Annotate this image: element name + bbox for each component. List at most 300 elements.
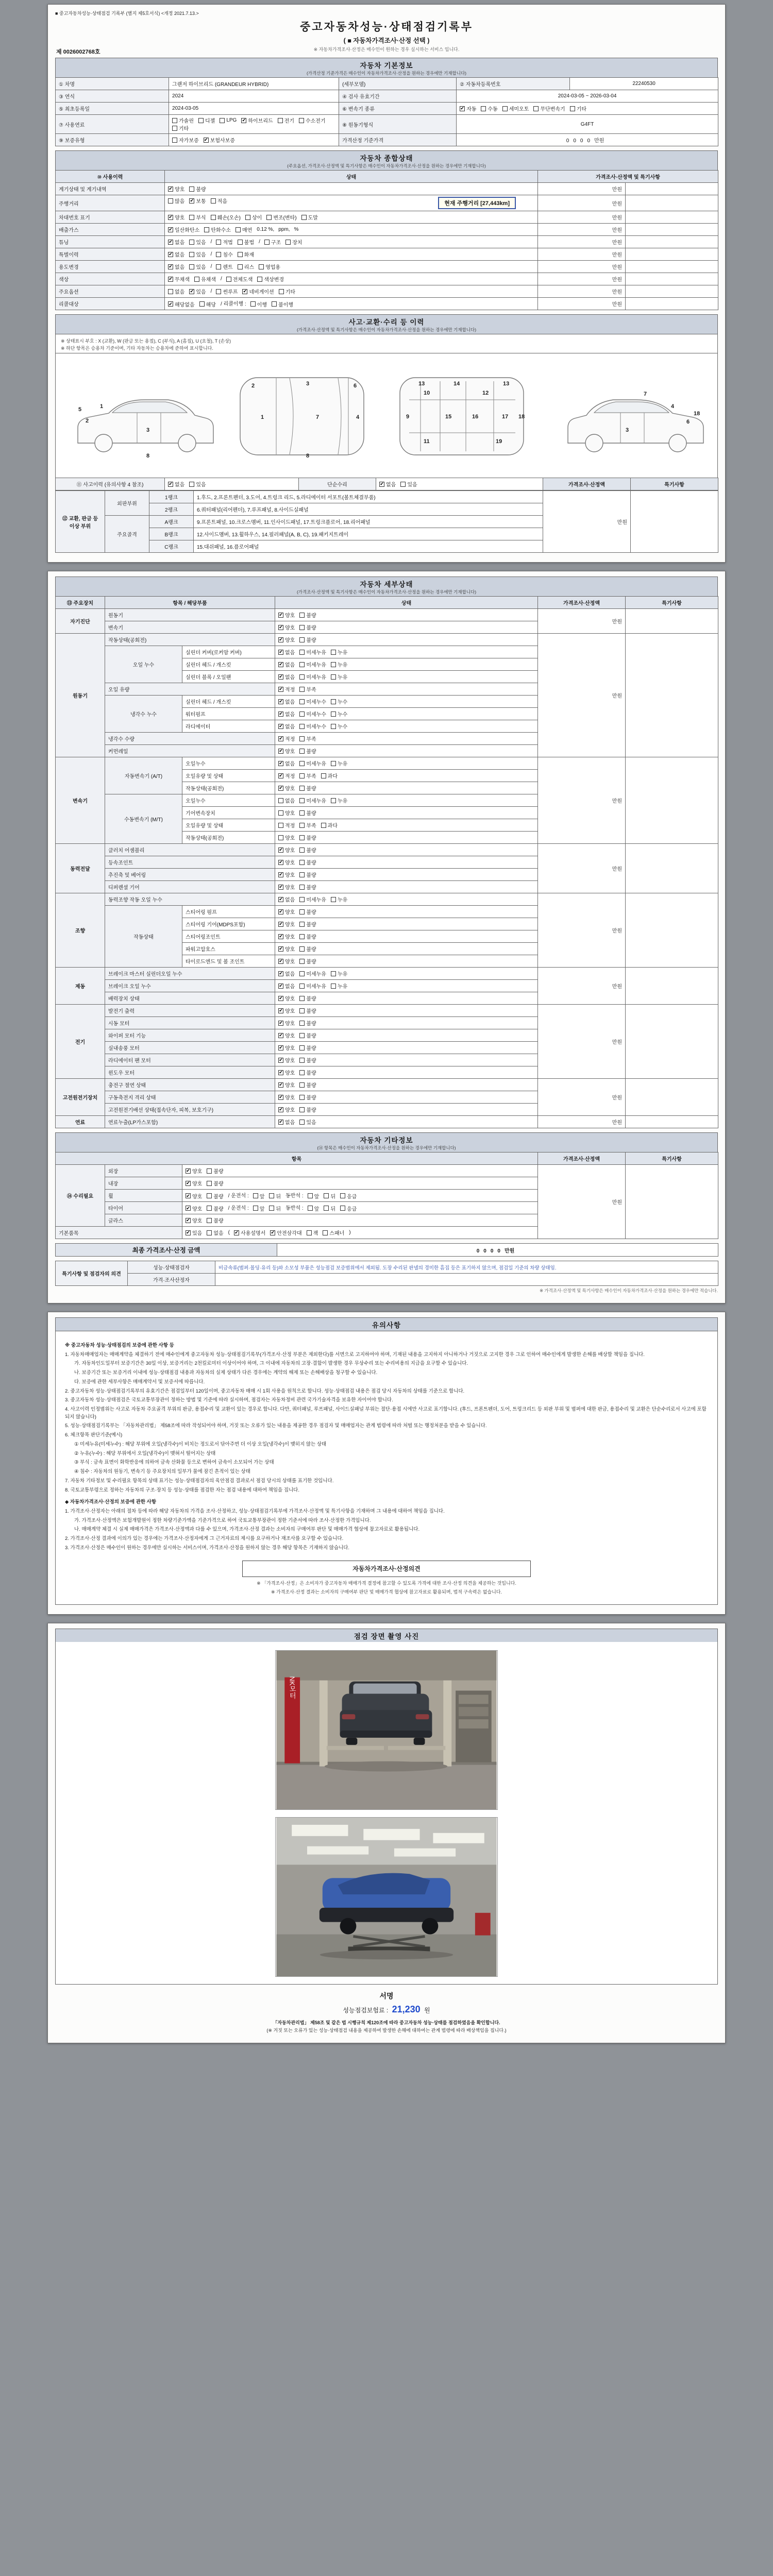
field-label: 주요골격 [105, 516, 149, 553]
field-label: 용도변경 [56, 261, 165, 273]
checkbox-불량[interactable]: 불량 [207, 1205, 223, 1212]
checkbox-잭[interactable]: 잭 [307, 1229, 318, 1236]
notice-line: 3. 가격조사·산정은 매수인이 원하는 경우에만 실시하는 서비스이며, 가격조사·산정을 원하지 않는 경우 해당 항목은 기재하지 않습니다. [65, 1545, 350, 1551]
checkbox-양호[interactable]: ✔ 양호 [169, 186, 185, 193]
document-header [55, 18, 718, 58]
checkbox-없음[interactable]: ✔ 없음 [279, 896, 295, 903]
field-label: 원동기 [105, 609, 275, 621]
value-cell: G4FT [457, 115, 718, 134]
checkbox-미세누수[interactable]: 미세누수 [299, 698, 326, 705]
value-cell [626, 224, 718, 236]
panel-number-14: 14 [453, 381, 460, 387]
checkbox-없음[interactable]: ✔ 없음 [279, 699, 295, 705]
notice-line: 1. 자동차매매업자는 매매계약을 체결하기 전에 매수인에게 중고자동차 성능·상태점검기록부(가격조사·산정 부분은 제외한다)를 서면으로 고지하여야 하며, 기재된 내용을 고지하지 아니하거나 거짓으로 고지한 경우 그로 인하여 매수인에게 발생한 손해를 배상할 책임을 집니다. [65, 1351, 645, 1358]
checkbox-리스[interactable]: 리스 [238, 263, 254, 270]
value-cell [275, 893, 538, 906]
checkbox-많음[interactable]: 많음 [168, 197, 184, 205]
misc-table [55, 1152, 718, 1239]
checkbox-양호[interactable]: ✔ 양호 [169, 214, 185, 221]
field-label: 클러치 어셈블리 [105, 844, 275, 856]
checkbox-장치[interactable]: 장치 [285, 238, 302, 246]
column-header: 특기사항 [626, 597, 718, 609]
panel-number-7: 7 [644, 391, 647, 397]
checkbox-없음[interactable]: ✔ 없음 [279, 760, 295, 767]
checkbox-양호[interactable]: ✔ 양호 [279, 1032, 295, 1039]
legal-line-2: (※ 거짓 또는 오류가 있는 성능·상태점검 내용을 제공하여 발생한 손해에 대하여는 관계 법령에 따라 배상책임을 집니다.) [266, 2028, 507, 2033]
checkbox-없음[interactable]: ✔ 없음 [279, 1119, 295, 1126]
value-cell [275, 733, 538, 745]
checkbox-사용설명서[interactable]: ✔ 사용설명서 [234, 1230, 266, 1236]
checkbox-미세누수[interactable]: 미세누수 [299, 722, 326, 730]
final-price-table [55, 1243, 718, 1257]
checkbox-양호[interactable]: ✔ 양호 [279, 921, 295, 928]
checkbox-양호[interactable]: ✔ 양호 [279, 1070, 295, 1076]
checkbox-불량[interactable]: 불량 [299, 920, 316, 928]
field-label: ④ 검사 유효기간 [339, 90, 457, 103]
value-cell [626, 273, 718, 285]
checkbox-없음[interactable]: ✔ 없음 [169, 481, 185, 488]
garage-banner-text: NK모터 [288, 1676, 296, 1699]
photo-area [55, 1642, 718, 1985]
value-cell [275, 856, 538, 869]
overall-table [55, 170, 718, 310]
checkbox-누유[interactable]: 누유 [331, 796, 347, 804]
field-label: 오일 유량 [105, 683, 275, 696]
car-diagram-wrap [55, 353, 718, 478]
field-label: 커먼레일 [105, 745, 275, 757]
checkbox-적정[interactable]: 적정 [278, 821, 295, 829]
checkbox-양호[interactable]: ✔ 양호 [186, 1205, 203, 1212]
checkbox-무채색[interactable]: ✔ 무채색 [169, 276, 190, 283]
checkbox-불량[interactable]: 불량 [299, 858, 316, 866]
checkbox-미세누유[interactable]: 미세누유 [299, 759, 326, 767]
signature-label: 서명 [379, 1992, 394, 2000]
checkbox-렌트[interactable]: 렌트 [216, 263, 232, 270]
checkbox-미세누유[interactable]: 미세누유 [299, 970, 326, 977]
checkbox-양호[interactable]: ✔ 양호 [279, 1082, 295, 1089]
checkbox-보험사보증[interactable]: ✔ 보험사보증 [204, 137, 235, 144]
checkbox-있음[interactable]: 있음 [189, 263, 206, 270]
value-cell: 실린더 헤드 / 개스킷 [182, 658, 275, 671]
value-cell [275, 1054, 538, 1066]
checkbox-자동[interactable]: ✔ 자동 [460, 106, 477, 112]
basic-info-table [55, 77, 718, 146]
value-cell [275, 807, 538, 819]
checkbox-매연[interactable]: 매연 [236, 226, 252, 233]
checkbox-있음[interactable]: 있음 [299, 1118, 316, 1126]
checkbox-미세누유[interactable]: 미세누유 [299, 648, 326, 656]
checkbox-불량[interactable]: 불량 [207, 1216, 223, 1224]
section-header-accident [55, 314, 718, 334]
group-label: 동력전달 [56, 844, 105, 893]
panel-number-3: 3 [146, 427, 150, 433]
checkbox-없음[interactable]: ✔ 없음 [279, 662, 295, 668]
checkbox-기타[interactable]: 기타 [172, 124, 189, 132]
checkbox-불량[interactable]: 불량 [299, 1019, 316, 1027]
checkbox-누유[interactable]: 누유 [331, 759, 347, 767]
checkbox-양호[interactable]: ✔ 양호 [279, 847, 295, 854]
checkbox-불량[interactable]: 불량 [299, 945, 316, 953]
value-cell [165, 195, 538, 211]
notice-line: 5. 성능·상태점검기록부는 「자동차관리법」 제58조에 따라 작성되어야 하며, 거짓 또는 오류가 있는 내용을 제공한 경우 점검자 및 매매업자는 관계 법령에 따라 처벌 또는 행정처분을 받을 수 있습니다. [65, 1423, 487, 1429]
checkbox-불량[interactable]: 불량 [299, 809, 316, 817]
value-cell [626, 195, 718, 211]
checkbox-누수[interactable]: 누수 [331, 698, 347, 705]
checkbox-없음[interactable]: ✔ 없음 [279, 674, 295, 681]
checkbox-양호[interactable]: ✔ 양호 [279, 624, 295, 631]
value-cell [626, 183, 718, 195]
value-cell: ✔ 해당없음 해당 / 리콜이행 : 이행 불이행 [165, 298, 538, 310]
checkbox-적정[interactable]: ✔ 적정 [279, 736, 295, 742]
checkbox-미세누유[interactable]: 미세누유 [299, 660, 326, 668]
checkbox-불량[interactable]: 불량 [299, 747, 316, 755]
checkbox-수동[interactable]: 수동 [481, 105, 497, 112]
checkbox-네비게이션[interactable]: ✔ 네비게이션 [243, 289, 274, 295]
value-cell [275, 683, 538, 696]
checkbox-전체도색[interactable]: 전체도색 [226, 275, 253, 283]
checkbox-구조[interactable]: 구조 [264, 238, 281, 246]
checkbox-불량[interactable]: 불량 [299, 994, 316, 1002]
checkbox-무단변속기[interactable]: 무단변속기 [533, 105, 565, 112]
checkbox-불량[interactable]: 불량 [189, 185, 206, 193]
value-cell [165, 183, 538, 195]
checkbox-적정[interactable]: ✔ 적정 [279, 686, 295, 693]
checkbox-양호[interactable]: ✔ 양호 [279, 872, 295, 878]
checkbox-없음[interactable]: 없음 [207, 1229, 223, 1236]
checkbox-불량[interactable]: 불량 [299, 611, 316, 619]
checkbox-미세누유[interactable]: 미세누유 [299, 895, 326, 903]
value-cell: 2024 [169, 90, 339, 103]
checkbox-양호[interactable]: ✔ 양호 [186, 1168, 203, 1175]
checkbox-썬루프[interactable]: 썬루프 [216, 287, 238, 295]
checkbox-있음[interactable]: 있음 [189, 480, 206, 488]
value-cell: 1.후드, 2.프론트펜더, 3.도어, 4.트렁크 리드, 5.라디에이터 서포트(볼트체결부품) [194, 491, 543, 503]
value-cell [275, 782, 538, 794]
panel-number-13: 13 [503, 381, 510, 387]
checkbox-보통[interactable]: ✔ 보통 [190, 198, 206, 205]
checkbox-양호[interactable]: ✔ 양호 [279, 859, 295, 866]
value-cell: 스티어링 펌프 [182, 906, 275, 918]
checkbox-양호[interactable]: ✔ 양호 [279, 1020, 295, 1027]
section-title: 점검 장면 촬영 사진 [354, 1633, 419, 1640]
checkbox-불량[interactable]: 불량 [299, 1044, 316, 1052]
checkbox-양호[interactable]: ✔ 양호 [186, 1217, 203, 1224]
checkbox-영업용[interactable]: 영업용 [259, 263, 280, 270]
checkbox-과다[interactable]: 과다 [321, 772, 338, 779]
checkbox-불량[interactable]: 불량 [207, 1192, 223, 1200]
checkbox-누유[interactable]: 누유 [331, 648, 347, 656]
value-cell [626, 261, 718, 273]
value-cell: 비금속류(범퍼·몰딩·유리 등)와 소모성 부품은 성능점검 보증범위에서 제외됨. 도장 수리된 판넬의 경미한 흠집 등은 표기하지 않으며, 점검일 기준의 차량 상태임. [215, 1261, 718, 1274]
checkbox-있음[interactable]: ✔ 있음 [186, 1230, 203, 1236]
checkbox-도말[interactable]: 도말 [301, 213, 318, 221]
notice-line: 가. 자동차인도일부터 보증기간은 30일 이상, 보증거리는 2천킬로미터 이상이어야 하며, 그 이내에 자동차의 고장·결함이 발생한 경우 무상수리 또는 수리비용의 지급을 요구할 수 있습니다. [74, 1361, 468, 1367]
checkbox-없음[interactable]: 없음 [168, 287, 184, 295]
checkbox-양호[interactable]: ✔ 양호 [279, 637, 295, 643]
panel-number-6: 6 [686, 419, 690, 425]
checkbox-없음[interactable]: ✔ 없음 [279, 723, 295, 730]
checkbox-불량[interactable]: 불량 [299, 1093, 316, 1101]
checkbox-있음[interactable]: 있음 [189, 238, 206, 246]
checkbox-없음[interactable]: ✔ 없음 [169, 239, 185, 246]
checkbox-미세누유[interactable]: 미세누유 [299, 673, 326, 681]
field-label: 가격산정 기준가격 [339, 134, 457, 146]
price-opinion-box: 자동차가격조사·산정의견 [242, 1561, 531, 1578]
field-label: 오일 누수 [105, 646, 182, 683]
checkbox-불량[interactable]: 불량 [299, 623, 316, 631]
checkbox-양호[interactable]: ✔ 양호 [279, 785, 295, 792]
checkbox-부족[interactable]: 부족 [299, 685, 316, 693]
field-label: 발전기 출력 [105, 1005, 275, 1017]
section-header-misc [55, 1132, 718, 1152]
checkbox-있음[interactable]: ✔ 있음 [190, 289, 206, 295]
checkbox-누유[interactable]: 누유 [331, 660, 347, 668]
checkbox-불량[interactable]: 불량 [299, 908, 316, 916]
checkbox-양호[interactable]: 양호 [278, 834, 295, 841]
checkbox-미세누유[interactable]: 미세누유 [299, 982, 326, 990]
field-label: 디퍼렌셜 기어 [105, 881, 275, 893]
document-number: 제 0026002768호 [56, 49, 100, 55]
field-label: 튜닝 [56, 236, 165, 248]
checkbox-없음[interactable]: ✔ 없음 [380, 481, 396, 488]
checkbox-응급[interactable]: 응급 [340, 1192, 357, 1200]
value-cell: ✔ 없음 있음 / 적법 불법 / 구조 장치 [165, 236, 538, 248]
checkbox-양호[interactable]: ✔ 양호 [279, 995, 295, 1002]
value-cell [626, 757, 718, 844]
checkbox-양호[interactable]: ✔ 양호 [279, 1045, 295, 1052]
checkbox-있음[interactable]: 있음 [189, 250, 206, 258]
checkbox-없음[interactable]: ✔ 없음 [169, 264, 185, 270]
checkbox-불량[interactable]: 불량 [299, 1106, 316, 1113]
panel-number-8: 8 [306, 453, 310, 459]
opinion-footnote: ※ 가격조사·산정액 및 특기사항은 매수인이 자동차가격조사·산정을 원하는 경우에만 적습니다. [539, 1288, 718, 1293]
field-label: 등속조인트 [105, 856, 275, 869]
column-header: 가격조사·산정액 및 특기사항 [538, 171, 718, 183]
checkbox-없음[interactable]: ✔ 없음 [279, 649, 295, 656]
checkbox-누유[interactable]: 누유 [331, 982, 347, 990]
checkbox-양호[interactable]: ✔ 양호 [279, 934, 295, 940]
checkbox-미세누수[interactable]: 미세누수 [299, 710, 326, 718]
value-cell: ✔ 일산화탄소 탄화수소 매연 0.12 %, ppm, % [165, 224, 538, 236]
value-cell: ✔ 양호 불량 / 운전석 : 앞 뒤 동반석 : 앞 뒤 응급 [182, 1202, 538, 1214]
checkbox-없음[interactable]: ✔ 없음 [279, 971, 295, 977]
checkbox-뒤[interactable]: 뒤 [324, 1192, 335, 1200]
checkbox-가솔린[interactable]: 가솔린 [172, 116, 194, 124]
panel-number-2: 2 [251, 383, 255, 389]
checkbox-없음[interactable]: ✔ 없음 [169, 251, 185, 258]
value-cell [275, 819, 538, 832]
checkbox-불량[interactable]: 불량 [299, 871, 316, 878]
notice-line: 8. 국토교통부령으로 정하는 자동차의 구조·장치 등 성능·상태를 점검한 자는 점검 내용에 대하여 책임을 집니다. [65, 1487, 299, 1493]
field-label: 내장 [105, 1177, 182, 1190]
price-opinion-note-2: ※ 가격조사·산정 결과는 소비자의 구매여부 판단 및 매매가격 협상에 참고자료로 활용되며, 법적 구속력은 없습니다. [271, 1589, 502, 1595]
checkbox-양호[interactable]: ✔ 양호 [279, 612, 295, 619]
value-cell: ✔ 없음 있음 / 렌트 리스 영업용 [165, 261, 538, 273]
checkbox-유채색[interactable]: 유채색 [194, 275, 216, 283]
value-cell [275, 658, 538, 671]
checkbox-불량[interactable]: 불량 [299, 1007, 316, 1014]
checkbox-전기[interactable]: 전기 [278, 116, 294, 124]
checkbox-앞[interactable]: 앞 [308, 1205, 320, 1212]
checkbox-누수[interactable]: 누수 [331, 722, 347, 730]
value-cell [626, 893, 718, 968]
checkbox-과다[interactable]: 과다 [321, 821, 338, 829]
checkbox-이행[interactable]: 이행 [250, 300, 267, 308]
checkbox-불량[interactable]: 불량 [299, 636, 316, 643]
checkbox-안전삼각대[interactable]: ✔ 안전삼각대 [271, 1230, 302, 1236]
checkbox-양호[interactable]: ✔ 양호 [279, 748, 295, 755]
field-label: 작동상태(공회전) [105, 634, 275, 646]
checkbox-훼손(오손)[interactable]: 훼손(오손) [211, 213, 241, 221]
section-note: (가격조사·산정액 및 특기사항은 매수인이 자동차가격조사·산정을 원하는 경우에만 기재합니다) [296, 589, 477, 595]
value-cell: 12.사이드멤버, 13.휠하우스, 14.필러패널(A, B, C), 19.패키지트레이 [194, 528, 543, 540]
section-note: (⑭ 항목은 매수인이 자동차가격조사·산정을 원하는 경우에만 기재합니다) [317, 1145, 456, 1150]
amount-cell: 만원 [538, 248, 626, 261]
value-cell: 0 0 0 0 만원 [457, 134, 718, 146]
checkbox-수소전기[interactable]: 수소전기 [299, 116, 326, 124]
checkbox-누유[interactable]: 누유 [331, 970, 347, 977]
section-note: (가격산정 기준가격은 매수인이 자동차가격조사·산정을 원하는 경우에만 기재합니다) [306, 71, 467, 76]
checkbox-양호[interactable]: ✔ 양호 [279, 884, 295, 891]
checkbox-누유[interactable]: 누유 [331, 895, 347, 903]
checkbox-기타[interactable]: 기타 [279, 287, 295, 295]
column-header: 가격조사·산정액 [538, 597, 626, 609]
checkbox-상이[interactable]: 상이 [245, 213, 262, 221]
panel-number-13: 13 [418, 381, 425, 387]
checkbox-불량[interactable]: 불량 [299, 1056, 316, 1064]
panel-number-10: 10 [424, 390, 430, 396]
checkbox-뒤[interactable]: 뒤 [324, 1205, 335, 1212]
checkbox-불량[interactable]: 불량 [299, 883, 316, 891]
checkbox-불량[interactable]: 불량 [299, 834, 316, 841]
checkbox-양호[interactable]: ✔ 양호 [279, 1094, 295, 1101]
column-header: 가격조사·산정액 [538, 1153, 626, 1165]
checkbox-일산화탄소[interactable]: ✔ 일산화탄소 [169, 227, 200, 233]
value-cell [275, 757, 538, 770]
checkbox-부족[interactable]: 부족 [299, 735, 316, 742]
checkbox-스패너[interactable]: 스패너 [323, 1229, 344, 1236]
checkbox-앞[interactable]: 앞 [308, 1192, 320, 1200]
value-cell [275, 992, 538, 1005]
checkbox-부족[interactable]: 부족 [299, 821, 316, 829]
checkbox-없음[interactable]: ✔ 없음 [279, 983, 295, 990]
checkbox-불량[interactable]: 불량 [299, 784, 316, 792]
checkbox-누수[interactable]: 누수 [331, 710, 347, 718]
checkbox-불량[interactable]: 불량 [207, 1179, 223, 1187]
checkbox-양호[interactable]: ✔ 양호 [279, 958, 295, 965]
amount-cell: 만원 [538, 609, 626, 634]
checkbox-불량[interactable]: 불량 [299, 957, 316, 965]
checkbox-불법[interactable]: 불법 [238, 238, 254, 246]
notices-body [55, 1331, 718, 1605]
value-cell: 실린더 커버(로커암 커버) [182, 646, 275, 658]
car-panel-diagram [60, 354, 721, 473]
checkbox-누유[interactable]: 누유 [331, 673, 347, 681]
checkbox-뒤[interactable]: 뒤 [269, 1205, 281, 1212]
checkbox-색상변경[interactable]: 색상변경 [257, 275, 284, 283]
value-cell: ✔ 무채색 유채색 / 전체도색 색상변경 [165, 273, 538, 285]
state-code-legend [55, 334, 718, 353]
notice-line: 나. 보증기간 또는 보증거리 이내에 성능·상태점검 내용과 자동차의 실제 상태가 다른 경우에는 계약의 해제 또는 손해배상을 청구할 수 있습니다. [74, 1370, 378, 1376]
section-header-detail [55, 577, 718, 596]
checkbox-기타[interactable]: 기타 [570, 105, 586, 112]
value-cell [275, 794, 538, 807]
checkbox-자가보증[interactable]: 자가보증 [172, 136, 199, 144]
checkbox-변조(변타)[interactable]: 변조(변타) [266, 213, 296, 221]
field-label: ③ 연식 [56, 90, 169, 103]
checkbox-해당[interactable]: 해당 [199, 300, 216, 308]
value-cell [275, 720, 538, 733]
value-cell [626, 609, 718, 634]
checkbox-양호[interactable]: ✔ 양호 [279, 1057, 295, 1064]
checkbox-불량[interactable]: 불량 [299, 1069, 316, 1076]
checkbox-불량[interactable]: 불량 [299, 1031, 316, 1039]
value-cell [275, 869, 538, 881]
checkbox-불량[interactable]: 불량 [299, 1081, 316, 1089]
checkbox-응급[interactable]: 응급 [340, 1205, 357, 1212]
checkbox-LPG[interactable]: LPG [220, 117, 237, 123]
value-cell: 라디에이터 [182, 720, 275, 733]
checkbox-불량[interactable]: 불량 [299, 846, 316, 854]
checkbox-양호[interactable]: ✔ 양호 [186, 1180, 203, 1187]
checkbox-양호[interactable]: ✔ 양호 [279, 946, 295, 953]
checkbox-앞[interactable]: 앞 [253, 1205, 265, 1212]
checkbox-양호[interactable]: ✔ 양호 [279, 1107, 295, 1113]
checkbox-앞[interactable]: 앞 [253, 1192, 265, 1200]
checkbox-없음[interactable]: 없음 [278, 796, 295, 804]
checkbox-부식[interactable]: 부식 [189, 213, 206, 221]
notice-line: ④ 침수 : 자동차의 원동기, 변속기 등 주요장치의 일부가 물에 잠긴 흔적이 있는 상태 [74, 1469, 250, 1475]
checkbox-양호[interactable]: ✔ 양호 [279, 909, 295, 916]
panel-number-2: 2 [86, 418, 89, 424]
value-cell [626, 285, 718, 298]
panel-number-8: 8 [146, 453, 150, 459]
checkbox-뒤[interactable]: 뒤 [269, 1192, 281, 1200]
value-cell: ✔ 있음 없음 ( ✔ 사용설명서 ✔ 안전삼각대 잭 스패너 ) [182, 1227, 538, 1239]
checkbox-양호[interactable]: 양호 [278, 809, 295, 817]
value-cell: 타이로드엔드 및 볼 조인트 [182, 955, 275, 968]
checkbox-불이행[interactable]: 불이행 [272, 300, 293, 308]
field-label: 색상 [56, 273, 165, 285]
value-cell [215, 1274, 718, 1286]
checkbox-적음[interactable]: 적음 [211, 197, 227, 205]
value-cell [165, 478, 299, 490]
checkbox-불량[interactable]: 불량 [299, 933, 316, 940]
checkbox-해당없음[interactable]: ✔ 해당없음 [169, 301, 195, 308]
notice-line: ① 미세누유(미세누수) : 해당 부위에 오일(냉각수)이 비치는 정도로서 닦아주면 더 이상 오일(냉각수)이 맺히지 않는 상태 [74, 1441, 327, 1447]
panel-number-4: 4 [671, 403, 675, 410]
checkbox-적정[interactable]: ✔ 적정 [279, 773, 295, 779]
checkbox-미세누유[interactable]: 미세누유 [299, 796, 326, 804]
checkbox-없음[interactable]: ✔ 없음 [279, 711, 295, 718]
checkbox-침수[interactable]: 침수 [216, 250, 232, 258]
checkbox-양호[interactable]: ✔ 양호 [186, 1193, 203, 1200]
panel-number-15: 15 [445, 414, 452, 420]
checkbox-불량[interactable]: 불량 [207, 1167, 223, 1175]
checkbox-있음[interactable]: 있음 [400, 480, 417, 488]
checkbox-화재[interactable]: 화재 [238, 250, 254, 258]
checkbox-적법[interactable]: 적법 [216, 238, 232, 246]
checkbox-하이브리드[interactable]: ✔ 하이브리드 [242, 117, 273, 124]
checkbox-양호[interactable]: ✔ 양호 [279, 1008, 295, 1014]
checkbox-세미오토[interactable]: 세미오토 [502, 105, 529, 112]
field-label: 자동변속기 (A/T) [105, 757, 182, 794]
field-label: 라디에이터 팬 모터 [105, 1054, 275, 1066]
checkbox-부족[interactable]: 부족 [299, 772, 316, 779]
checkbox-탄화수소[interactable]: 탄화수소 [204, 226, 231, 233]
checkbox-디젤[interactable]: 디젤 [198, 116, 215, 124]
section-title: 사고·교환·수리 등 이력 [348, 318, 425, 326]
